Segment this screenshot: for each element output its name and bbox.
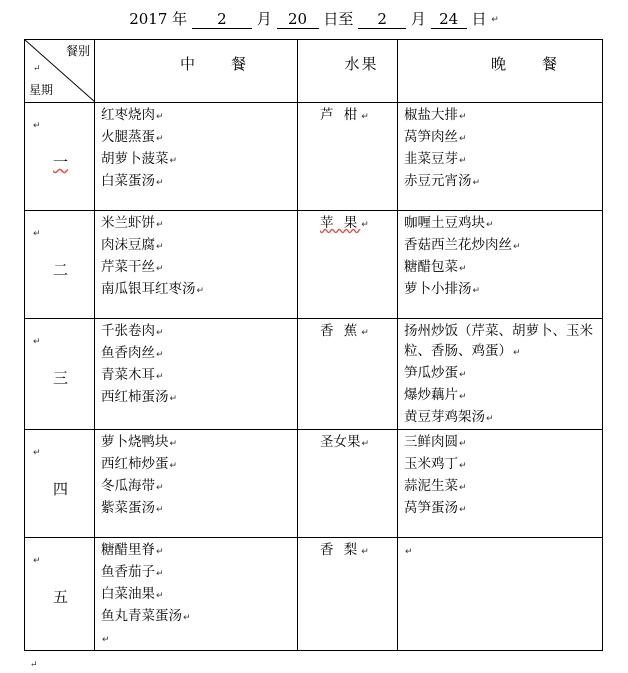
dish: 萝卜小排汤↵ [404,281,481,297]
lunch-cell[interactable] [95,103,298,211]
table-row [25,103,603,211]
dish: 白菜蛋汤↵ [101,173,164,189]
dish: 莴笋肉丝↵ [404,129,467,145]
dish: 蒜泥生菜↵ [404,478,467,494]
dish: 笋瓜炒蛋↵ [404,365,467,381]
dinner-header-label: 晚 餐 [490,55,559,73]
dish: 鱼香茄子↵ [101,564,164,580]
end-month-field[interactable]: 2 [358,10,406,29]
dish: 三鲜肉圆↵ [404,434,467,450]
empty-line: ↵ [405,547,413,557]
lunch-header [95,40,298,103]
paragraph-mark-icon: ↵ [491,15,499,25]
fruit-cell[interactable]: 芦 柑↵ [298,103,398,211]
weekday-corner-label: 星期 [29,83,54,97]
corner-cell [25,40,95,103]
table-row [25,211,603,319]
dish: 肉沫豆腐↵ [101,237,164,253]
dish: 芹菜干丝↵ [101,259,164,275]
dinner-cell[interactable] [398,319,603,430]
fruit-name: 圣女果 [320,434,361,450]
day-label: 一 [53,153,69,171]
dish: 白菜油果↵ [101,586,164,602]
fruit-name: 香 蕉 [320,323,361,339]
day-to-label: 日至 [323,10,354,28]
dish: 鱼丸青菜蛋汤↵ [101,608,191,624]
paragraph-mark-icon: ↵ [30,660,38,670]
header-row [25,40,603,103]
schedule-date-range [0,8,628,29]
menu-table [24,39,603,651]
dish: 红枣烧肉↵ [101,107,164,123]
dish: 韭菜豆芽↵ [404,151,467,167]
dinner-cell[interactable] [398,538,603,651]
dish: 西红柿炒蛋↵ [101,456,178,472]
dish: 黄豆芽鸡架汤↵ [404,409,494,425]
dish: 扬州炒饭（芹菜、胡萝卜、玉米粒、香肠、鸡蛋）↵ [404,323,593,359]
dish: 萝卜烧鸭块↵ [101,434,178,450]
day-label: 二 [53,261,69,279]
lunch-cell[interactable] [95,538,298,651]
dish: 赤豆元宵汤↵ [404,173,481,189]
dinner-cell[interactable] [398,211,603,319]
dish: 米兰虾饼↵ [101,215,164,231]
dinner-cell[interactable] [398,103,603,211]
fruit-name: 苹 果 [320,215,361,231]
paragraph-mark-icon: ↵ [33,556,41,566]
dish: 冬瓜海带↵ [101,478,164,494]
dish: 千张卷肉↵ [101,323,164,339]
paragraph-mark-icon: ↵ [33,448,41,458]
dish: 糖醋里脊↵ [101,542,164,558]
lunch-header-label: 中 餐 [179,55,248,73]
day-cell [25,319,95,430]
end-day-field[interactable]: 24 [431,10,467,29]
day-cell [25,430,95,538]
year-label: 年 [172,10,188,28]
fruit-cell[interactable]: 苹 果↵ [298,211,398,319]
dish: 紫菜蛋汤↵ [101,500,164,516]
empty-line: ↵ [102,635,110,645]
dish: 莴笋蛋汤↵ [404,500,467,516]
table-row [25,430,603,538]
fruit-name: 香 梨 [320,542,361,558]
dish: 椒盐大排↵ [404,107,467,123]
dinner-header [398,40,603,103]
start-month-field[interactable]: 2 [192,10,252,29]
dish: 南瓜银耳红枣汤↵ [101,281,205,297]
end-month-label: 月 [410,10,426,28]
lunch-cell[interactable] [95,430,298,538]
fruit-name: 芦 柑 [320,107,361,123]
lunch-cell[interactable] [95,211,298,319]
dish: 火腿蒸蛋↵ [101,129,164,145]
dish: 咖喱土豆鸡块↵ [404,215,494,231]
lunch-cell[interactable] [95,319,298,430]
meal-corner-label: 餐别 [65,44,90,58]
day-label: 三 [53,369,69,387]
dish: 玉米鸡丁↵ [404,456,467,472]
day-cell [25,103,95,211]
dish: 西红柿蛋汤↵ [101,389,178,405]
day-label: 四 [53,480,69,498]
day-label: 五 [53,588,69,606]
start-month-label: 月 [256,10,272,28]
dish: 胡萝卜菠菜↵ [101,151,178,167]
fruit-cell[interactable]: 圣女果↵ [298,430,398,538]
table-row [25,538,603,651]
fruit-cell[interactable]: 香 梨↵ [298,538,398,651]
dish: 鱼香肉丝↵ [101,345,164,361]
dish: 爆炒藕片↵ [404,387,467,403]
dish: 青菜木耳↵ [101,367,164,383]
paragraph-mark-icon: ↵ [33,121,41,131]
year-value: 2017 [129,10,168,28]
fruit-header [298,40,398,103]
dish: 香菇西兰花炒肉丝↵ [404,237,521,253]
day-cell [25,538,95,651]
paragraph-mark-icon: ↵ [33,64,41,74]
paragraph-mark-icon: ↵ [33,229,41,239]
dish: 糖醋包菜↵ [404,259,467,275]
end-day-label: 日 [471,10,487,28]
table-row [25,319,603,430]
dinner-cell[interactable] [398,430,603,538]
day-cell [25,211,95,319]
paragraph-mark-icon: ↵ [33,337,41,347]
fruit-cell[interactable]: 香 蕉↵ [298,319,398,430]
start-day-field[interactable]: 20 [277,10,319,29]
fruit-header-label: 水果 [344,55,379,73]
